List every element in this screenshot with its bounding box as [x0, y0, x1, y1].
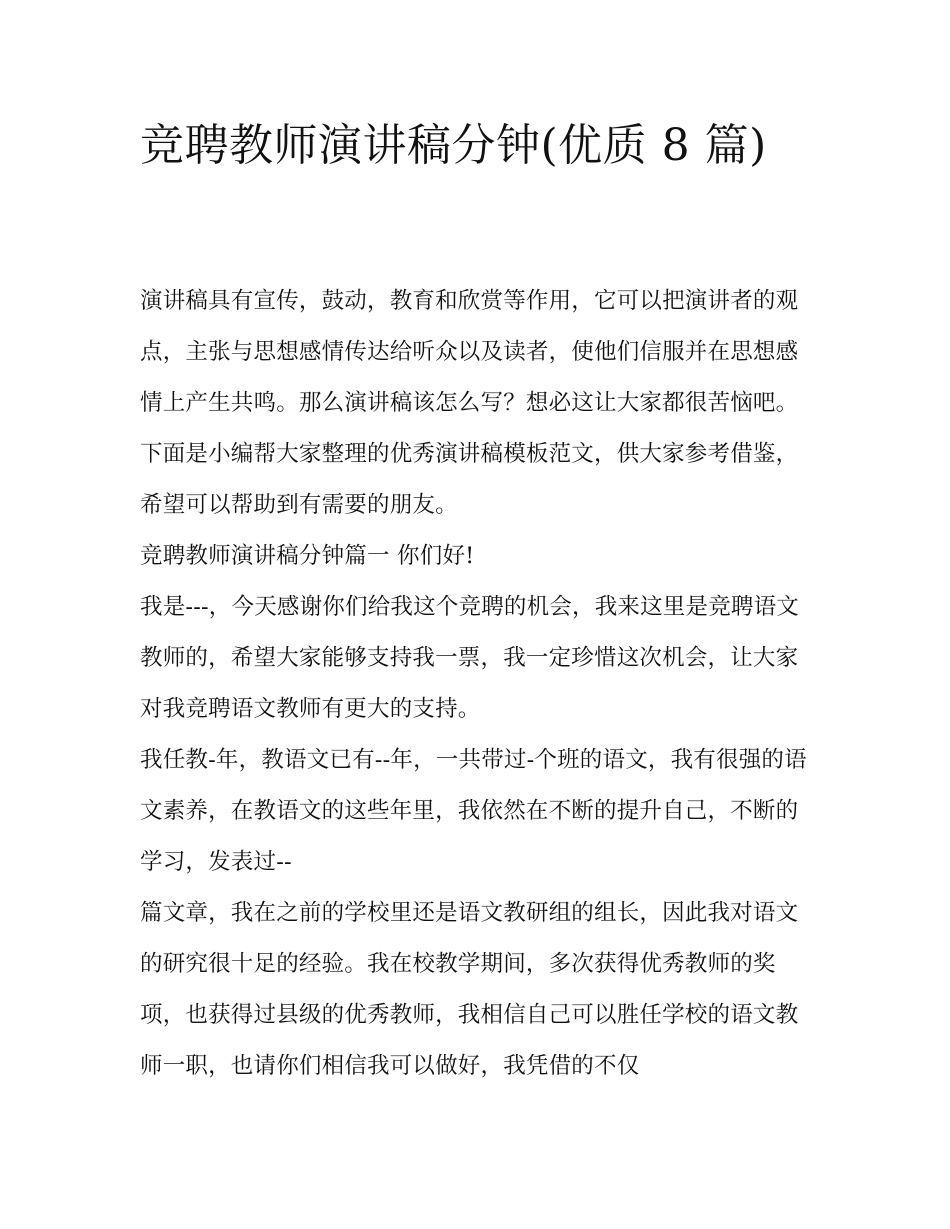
document-body	[140, 276, 820, 1092]
paragraph-intro: 演讲稿具有宣传，鼓动，教育和欣赏等作用，它可以把演讲者的观点，主张与思想感情传达给听众以及读者，使他们信服并在思想感情上产生共鸣。那么演讲稿该怎么写？想必这让大家都很苦恼吧。下面是小编帮大家整理的优秀演讲稿模板范文，供大家参考借鉴，希望可以帮助到有需要的朋友。	[140, 288, 799, 518]
document-title: 竞聘教师演讲稿分钟(优质 8 篇)	[140, 120, 767, 171]
paragraph-teaching-experience: 我任教-年，教语文已有--年，一共带过-个班的语文，我有很强的语文素养，在教语文的这些年里，我依然在不断的提升自己，不断的学习，发表过--	[140, 747, 807, 875]
paragraph-section-heading: 竞聘教师演讲稿分钟篇一 你们好!	[140, 543, 475, 569]
paragraph-qualifications: 篇文章，我在之前的学校里还是语文教研组的组长，因此我对语文的研究很十足的经验。我在校教学期间，多次获得优秀教师的奖项，也获得过县级的优秀教师，我相信自己可以胜任学校的语文教师一职，也请你们相信我可以做好，我凭借的不仅	[140, 900, 799, 1079]
paragraph-self-introduction: 我是---，今天感谢你们给我这个竞聘的机会，我来这里是竞聘语文教师的，希望大家能够支持我一票，我一定珍惜这次机会，让大家对我竞聘语文教师有更大的支持。	[140, 594, 800, 722]
